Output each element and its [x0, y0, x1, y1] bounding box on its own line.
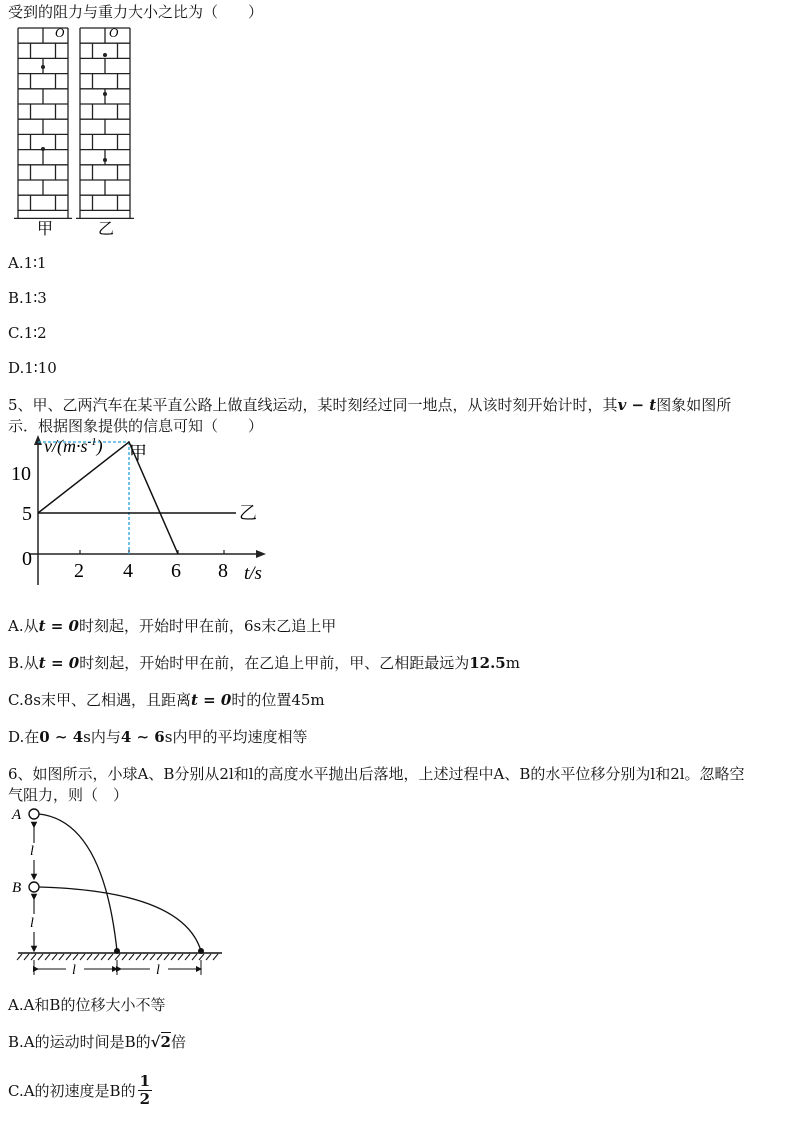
q6-ball-b [29, 882, 39, 892]
q5-stem-math-vt: v − t [617, 396, 657, 414]
q5-xtick-4: 4 [123, 560, 133, 582]
q5-v-axis-arrow [34, 435, 42, 445]
q5-stem-text-a: 5、甲、乙两汽车在某平直公路上做直线运动，某时刻经过同一地点，从该时刻开始计时，其 [8, 396, 618, 414]
q5-xtick-8: 8 [218, 560, 228, 582]
q6-fraction: 1 2 [139, 1071, 151, 1108]
q5-xtick-6: 6 [171, 560, 181, 582]
q5-t-axis-arrow [256, 550, 266, 558]
q5-ytick-10: 10 [11, 463, 31, 485]
q6-dim-upper-l: l [30, 844, 34, 859]
q4-stem-tail: 受到的阻力与重力大小之比为（ ） [8, 3, 264, 21]
q6-label-b: B [12, 880, 22, 896]
drip-dot [41, 65, 45, 69]
q5-option-a[interactable]: A.从t = 0时刻起，开始时甲在前，6s末乙追上甲 [8, 617, 337, 635]
q5-t-label: t/s [244, 563, 262, 584]
drip-dot [103, 158, 107, 162]
q6-label-a: A [12, 807, 22, 823]
q6-dim-h1-l: l [72, 963, 76, 978]
q4-option-c[interactable]: C.1∶2 [8, 324, 47, 342]
q6-stem-line2: 气阻力，则（ ） [8, 786, 129, 804]
q4-label-o-right: O [109, 25, 119, 40]
q4-option-a[interactable]: A.1∶1 [8, 254, 47, 272]
q4-option-b[interactable]: B.1∶3 [8, 289, 47, 307]
q6-sqrt-symbol: √ [150, 1033, 161, 1051]
q6-trajectory-b [39, 887, 201, 951]
q5-v-label: $v/(m\cdot s^{-1})$ [44, 436, 103, 456]
q5-ytick-0: 0 [22, 548, 32, 570]
q5-label-jia: 甲 [129, 443, 147, 463]
q5-vt-graph [8, 433, 270, 585]
q5-xtick-2: 2 [74, 560, 84, 582]
q4-brick-walls-figure [10, 22, 140, 240]
q6-ground-hatch [17, 954, 218, 960]
q5-stem-line2: 示．根据图象提供的信息可知（ ） [8, 417, 264, 435]
q5-label-yi: 乙 [239, 503, 257, 523]
q6-option-c[interactable]: C.A的初速度是B的 1 2 [8, 1071, 151, 1108]
q6-projectile-figure [8, 803, 230, 978]
q4-label-o-left: O [55, 25, 65, 40]
drip-dot [103, 92, 107, 96]
q5-stem-text-b: 图象如图所 [656, 396, 732, 414]
q6-option-b[interactable]: B.A的运动时间是B的√2倍 [8, 1033, 186, 1051]
q4-label-yi: 乙 [98, 221, 115, 238]
q5-option-c[interactable]: C.8s末甲、乙相遇，且距离t = 0时的位置45m [8, 691, 325, 709]
q4-option-d[interactable]: D.1∶10 [8, 359, 57, 377]
q6-option-a[interactable]: A.A和B的位移大小不等 [8, 996, 166, 1014]
q6-stem-line1: 6、如图所示，小球A、B分别从2l和l的高度水平抛出后落地，上述过程中A、B的水平位移分别为l和2l。忽略空 [8, 765, 745, 783]
q5-stem-line1 [8, 395, 731, 415]
q6-trajectory-a [39, 814, 117, 951]
q5-line-jia [38, 442, 178, 554]
q6-ball-a [29, 809, 39, 819]
drip-dot [41, 147, 45, 151]
q5-option-b[interactable]: B.从t = 0时刻起，开始时甲在前，在乙追上甲前，甲、乙相距最远为12.5m [8, 654, 520, 672]
q4-label-jia: 甲 [37, 221, 54, 238]
q5-ytick-5: 5 [22, 503, 32, 525]
q6-dim-h2-l: l [156, 963, 160, 978]
q6-dim-lower-l: l [30, 916, 34, 931]
q5-option-d[interactable]: D.在0 ∼ 4s内与4 ∼ 6s内甲的平均速度相等 [8, 728, 308, 746]
drip-dot [103, 53, 107, 57]
